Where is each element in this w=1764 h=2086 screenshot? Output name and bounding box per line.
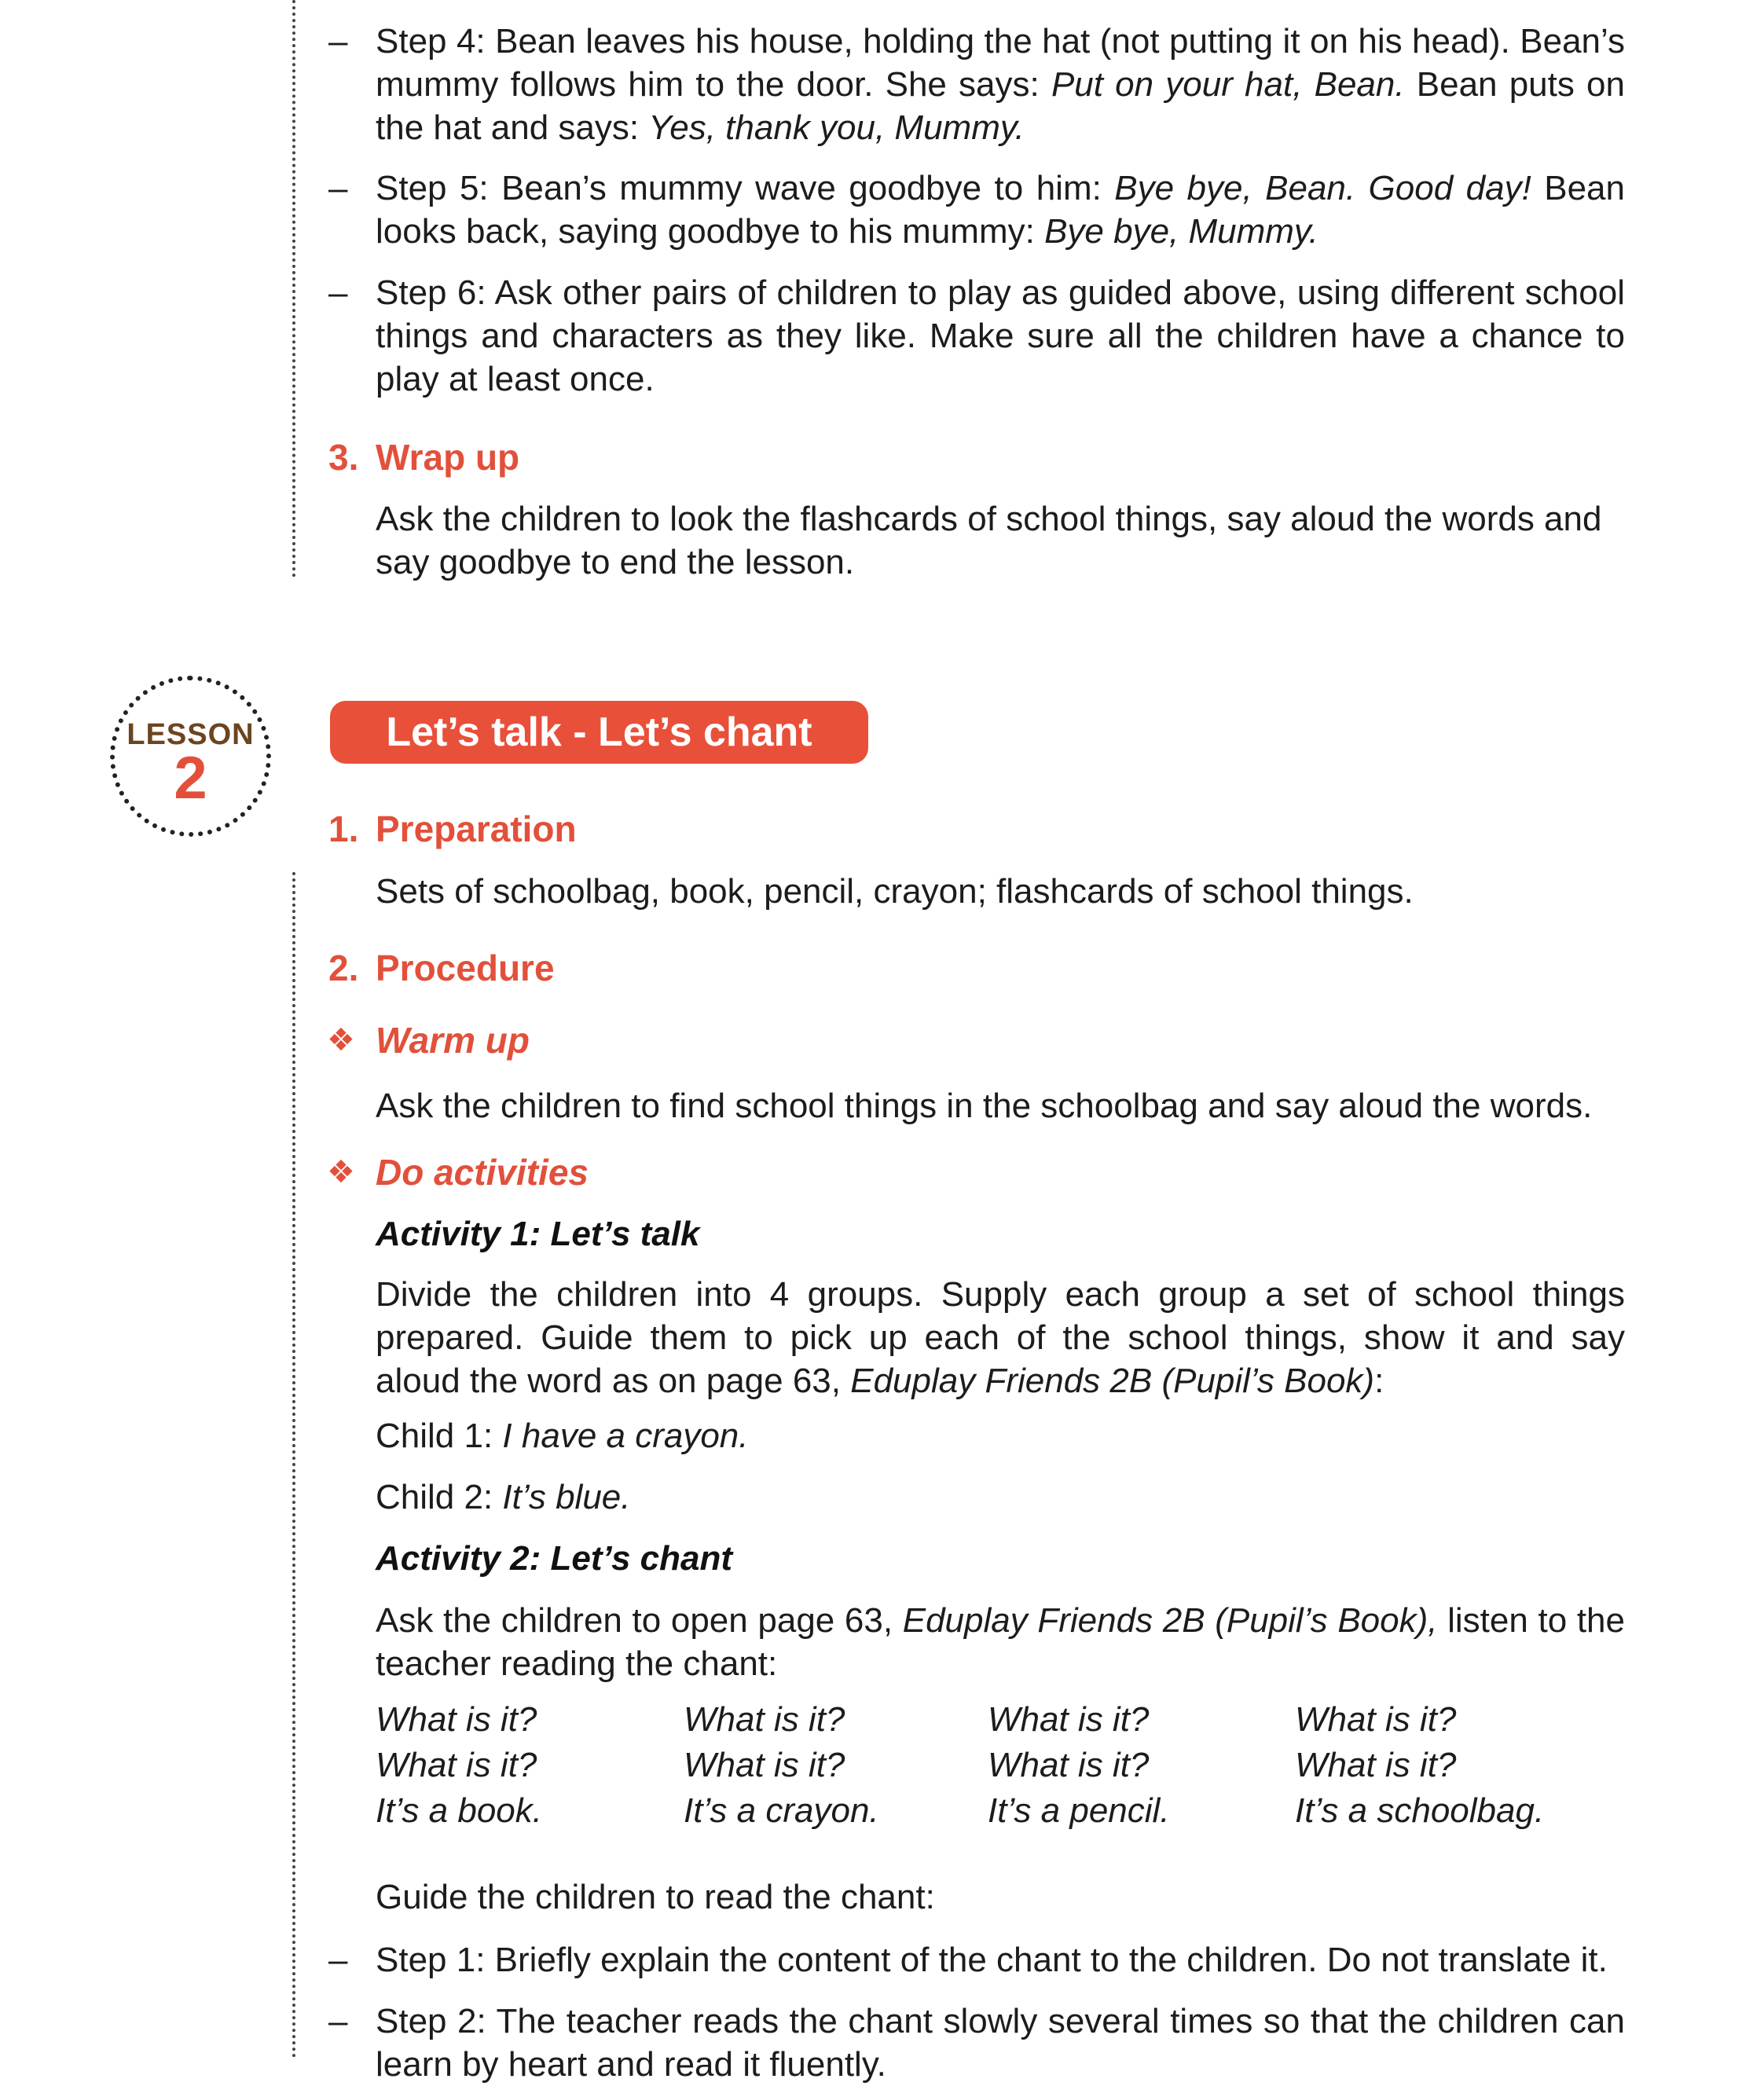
wrap-up-number: 3.	[328, 437, 359, 478]
activity-1-heading: Activity 1: Let’s talk	[376, 1215, 700, 1253]
wrap-up-text	[376, 497, 1625, 584]
child-2-label: Child 2:	[376, 1478, 503, 1516]
preparation-number: 1.	[328, 808, 359, 849]
text-run: Step 6: Ask other pairs of children to play as guided above, using different school	[376, 273, 1625, 312]
chant-line: It’s a book.	[376, 1791, 542, 1830]
step-dash: –	[328, 22, 348, 60]
chant-line: It’s a crayon.	[684, 1791, 879, 1830]
step-5-text	[376, 167, 1625, 253]
text-line	[376, 1273, 1625, 1316]
lesson-badge-label: LESSON	[127, 718, 255, 751]
text-run: listen to the	[1437, 1601, 1625, 1640]
italic-run: Put on your hat, Bean.	[1051, 65, 1405, 104]
text-run: Step 1: Briefly explain the content of the chant to the children. Do not translate it.	[376, 1941, 1608, 1979]
text-run: aloud the word as on page 63,	[376, 1362, 851, 1400]
child-2-line	[376, 1476, 631, 1519]
italic-run: Bye bye, Bean. Good day!	[1114, 169, 1531, 207]
margin-rule-bottom	[292, 872, 295, 2059]
step-dash: –	[328, 169, 348, 207]
text-run: Step 2: The teacher reads the chant slowly several times so that the children can	[376, 2002, 1625, 2040]
step-4-text	[376, 20, 1625, 149]
text-line	[376, 1642, 1625, 1685]
text-run: play at least once.	[376, 360, 655, 398]
warm-up-text: Ask the children to find school things in the schoolbag and say aloud the words.	[376, 1087, 1593, 1125]
text-line	[376, 106, 1625, 149]
text-run: prepared. Guide them to pick up each of the school things, show it and say	[376, 1318, 1625, 1357]
chant-line: It’s a schoolbag.	[1295, 1791, 1545, 1830]
text-line	[376, 1599, 1625, 1642]
text-line	[376, 63, 1625, 106]
text-line	[376, 314, 1625, 357]
step-dash: –	[328, 2002, 348, 2040]
chant-line: What is it?	[988, 1700, 1150, 1739]
chant-verse-4	[1295, 1697, 1544, 1834]
text-line	[376, 2000, 1625, 2043]
text-line	[376, 210, 1625, 253]
text-line	[376, 271, 1625, 314]
text-run: Step 5: Bean’s mummy wave goodbye to him:	[376, 169, 1115, 207]
child-1-label: Child 1:	[376, 1417, 503, 1455]
text-line	[376, 357, 1625, 401]
procedure-number: 2.	[328, 948, 359, 988]
text-run: the hat and says:	[376, 108, 649, 147]
activity-1-text	[376, 1273, 1625, 1402]
chant-line: What is it?	[1295, 1746, 1457, 1784]
text-line	[376, 1938, 1625, 1982]
child-1-speech: I have a crayon.	[502, 1417, 749, 1455]
text-run: Bean	[1531, 169, 1625, 207]
chant-verse-1	[376, 1697, 542, 1834]
diamond-bullet-icon: ❖	[327, 1155, 355, 1190]
chant-line: It’s a pencil.	[988, 1791, 1170, 1830]
preparation-text: Sets of schoolbag, book, pencil, crayon; flashcards of school things.	[376, 872, 1414, 911]
text-run: mummy follows him to the door. She says:	[376, 65, 1051, 104]
lesson-title: Let’s talk - Let’s chant	[330, 701, 868, 764]
step-dash: –	[328, 1941, 348, 1979]
child-2-speech: It’s blue.	[502, 1478, 631, 1516]
text-line	[376, 20, 1625, 63]
chant-verse-3	[988, 1697, 1170, 1834]
text-run: teacher reading the chant:	[376, 1644, 778, 1683]
chant-step-2-text	[376, 2000, 1625, 2086]
chant-verse-2	[684, 1697, 879, 1834]
lesson-badge-number: 2	[174, 745, 207, 812]
margin-rule-top	[292, 0, 295, 577]
text-run: looks back, saying goodbye to his mummy:	[376, 212, 1045, 251]
procedure-heading: Procedure	[376, 948, 555, 988]
text-run: Divide the children into 4 groups. Supply each group a set of school things	[376, 1275, 1625, 1314]
italic-run: Bye bye, Mummy.	[1044, 212, 1318, 251]
warm-up-heading: Warm up	[376, 1020, 530, 1061]
text-run: Ask the children to open page 63,	[376, 1601, 903, 1640]
chant-line: What is it?	[1295, 1700, 1457, 1739]
activity-2-heading: Activity 2: Let’s chant	[376, 1539, 732, 1578]
text-run: learn by heart and read it fluently.	[376, 2045, 886, 2084]
chant-step-1-text	[376, 1938, 1625, 1982]
do-activities-heading: Do activities	[376, 1152, 589, 1193]
text-line	[376, 1316, 1625, 1359]
wrap-up-heading: Wrap up	[376, 437, 520, 478]
chant-line: What is it?	[684, 1746, 845, 1784]
italic-run: Yes, thank you, Mummy.	[648, 108, 1025, 147]
activity-2-text	[376, 1599, 1625, 1685]
child-1-line	[376, 1414, 749, 1457]
wrap-up-line: Ask the children to look the flashcards of school things, say aloud the words and	[376, 500, 1602, 538]
text-line	[376, 1359, 1625, 1402]
guide-text: Guide the children to read the chant:	[376, 1878, 935, 1916]
text-line	[376, 2043, 1625, 2086]
step-dash: –	[328, 273, 348, 312]
preparation-heading: Preparation	[376, 808, 577, 849]
text-run: Step 4: Bean leaves his house, holding the hat (not putting it on his head). Bean’s	[376, 22, 1625, 60]
wrap-up-line: say goodbye to end the lesson.	[376, 543, 855, 581]
italic-run: Eduplay Friends 2B (Pupil’s Book)	[850, 1362, 1375, 1400]
italic-run: Eduplay Friends 2B (Pupil’s Book),	[902, 1601, 1438, 1640]
chant-line: What is it?	[988, 1746, 1150, 1784]
text-run: Bean puts on	[1404, 65, 1625, 104]
chant-line: What is it?	[376, 1746, 537, 1784]
text-line	[376, 167, 1625, 210]
diamond-bullet-icon: ❖	[327, 1023, 355, 1058]
lesson-badge	[110, 676, 271, 837]
step-6-text	[376, 271, 1625, 401]
chant-line: What is it?	[376, 1700, 537, 1739]
chant-line: What is it?	[684, 1700, 845, 1739]
text-run: things and characters as they like. Make sure all the children have a chance to	[376, 317, 1625, 355]
text-run: :	[1374, 1362, 1384, 1400]
